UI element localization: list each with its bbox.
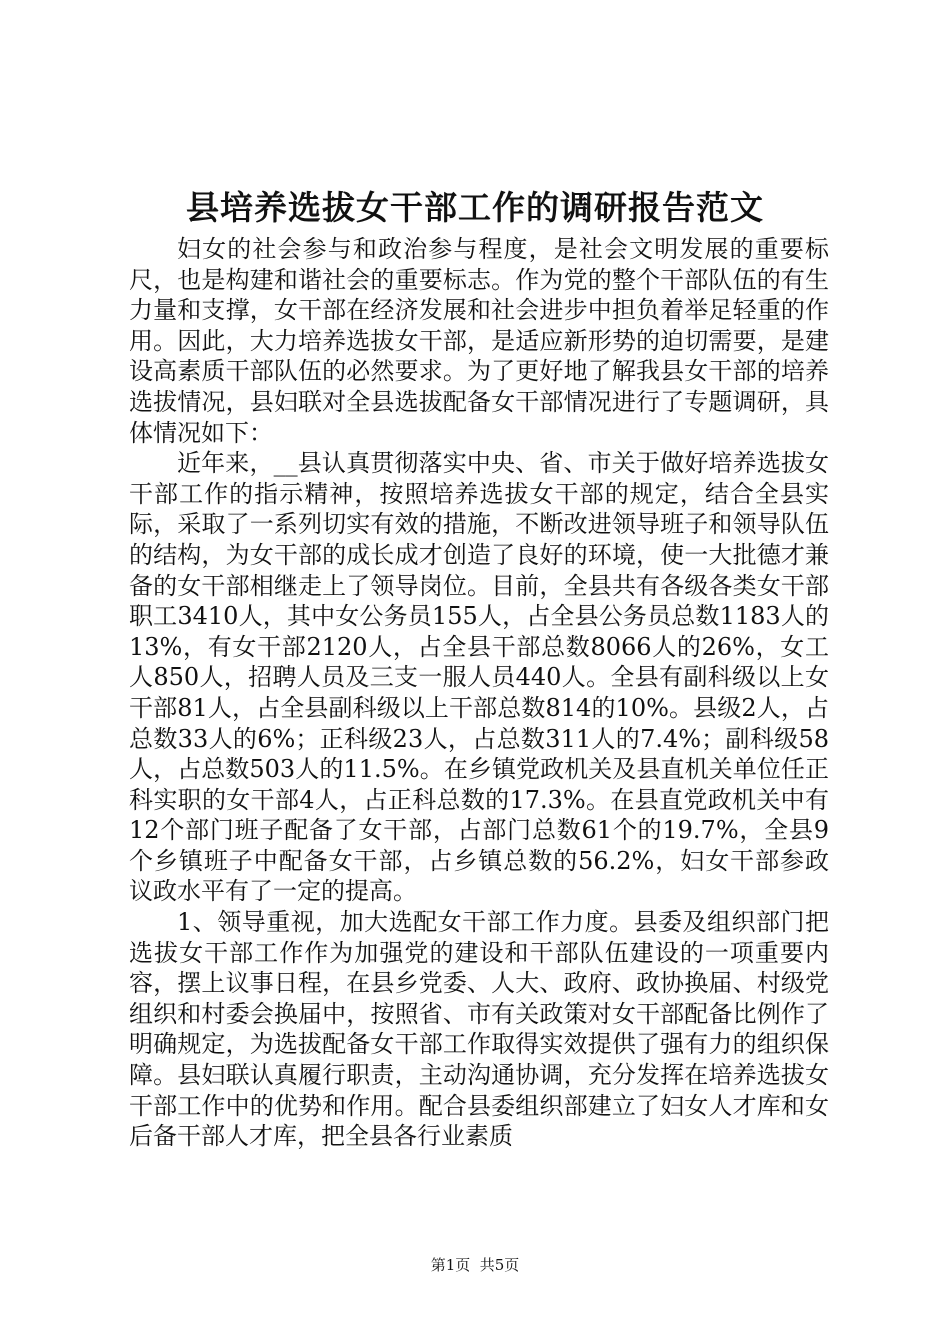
document-title: 县培养选拔女干部工作的调研报告范文 xyxy=(186,188,764,227)
document-body xyxy=(129,234,829,1152)
paragraph-leadership: 1、领导重视，加大选配女干部工作力度。县委及组织部门把选拔女干部工作作为加强党的建设和干部队伍建设的一项重要内容，摆上议事日程，在县乡党委、人大、政府、政协换届、村级党组织和村委会换届中，按照省、市有关政策对女干部配备比例作了明确规定，为选拔配备女干部工作取得实效提供了强有力的组织保障。县妇联认真履行职责，主动沟通协调，充分发挥在培养选拔女干部工作中的优势和作用。配合县委组织部建立了妇女人才库和女后备干部人才库，把全县各行业素质 xyxy=(129,908,829,1151)
paragraph-statistics: 近年来，__县认真贯彻落实中央、省、市关于做好培养选拔女干部工作的指示精神，按照培养选拔女干部的规定，结合全县实际，采取了一系列切实有效的措施，不断改进领导班子和领导队伍的结构，为女干部的成长成才创造了良好的环境，使一大批德才兼备的女干部相继走上了领导岗位。目前，全县共有各级各类女干部职工3410人，其中女公务员155人，占全县公务员总数1183人的13%，有女干部2120人，占全县干部总数8066人的26%，女工人850人，招聘人员及三支一服人员440人。全县有副科级以上女干部81人，占全县副科级以上干部总数814的10%。县级2人，占总数33人的6%；正科级23人，占总数311人的7.4%；副科级58人，占总数503人的11.5%。在乡镇党政机关及县直机关单位任正科实职的女干部4人，占正科总数的17.3%。在县直党政机关中有12个部门班子配备了女干部，占部门总数61个的19.7%，全县9个乡镇班子中配备女干部，占乡镇总数的56.2%，妇女干部参政议政水平有了一定的提高。 xyxy=(129,449,829,906)
page-footer: 第1页 共5页 xyxy=(430,1256,520,1274)
paragraph-intro: 妇女的社会参与和政治参与程度，是社会文明发展的重要标尺，也是构建和谐社会的重要标志。作为党的整个干部队伍的有生力量和支撑，女干部在经济发展和社会进步中担负着举足轻重的作用。因此，大力培养选拔女干部，是适应新形势的迫切需要，是建设高素质干部队伍的必然要求。为了更好地了解我县女干部的培养选拔情况，县妇联对全县选拔配备女干部情况进行了专题调研，具体情况如下： xyxy=(129,235,829,447)
